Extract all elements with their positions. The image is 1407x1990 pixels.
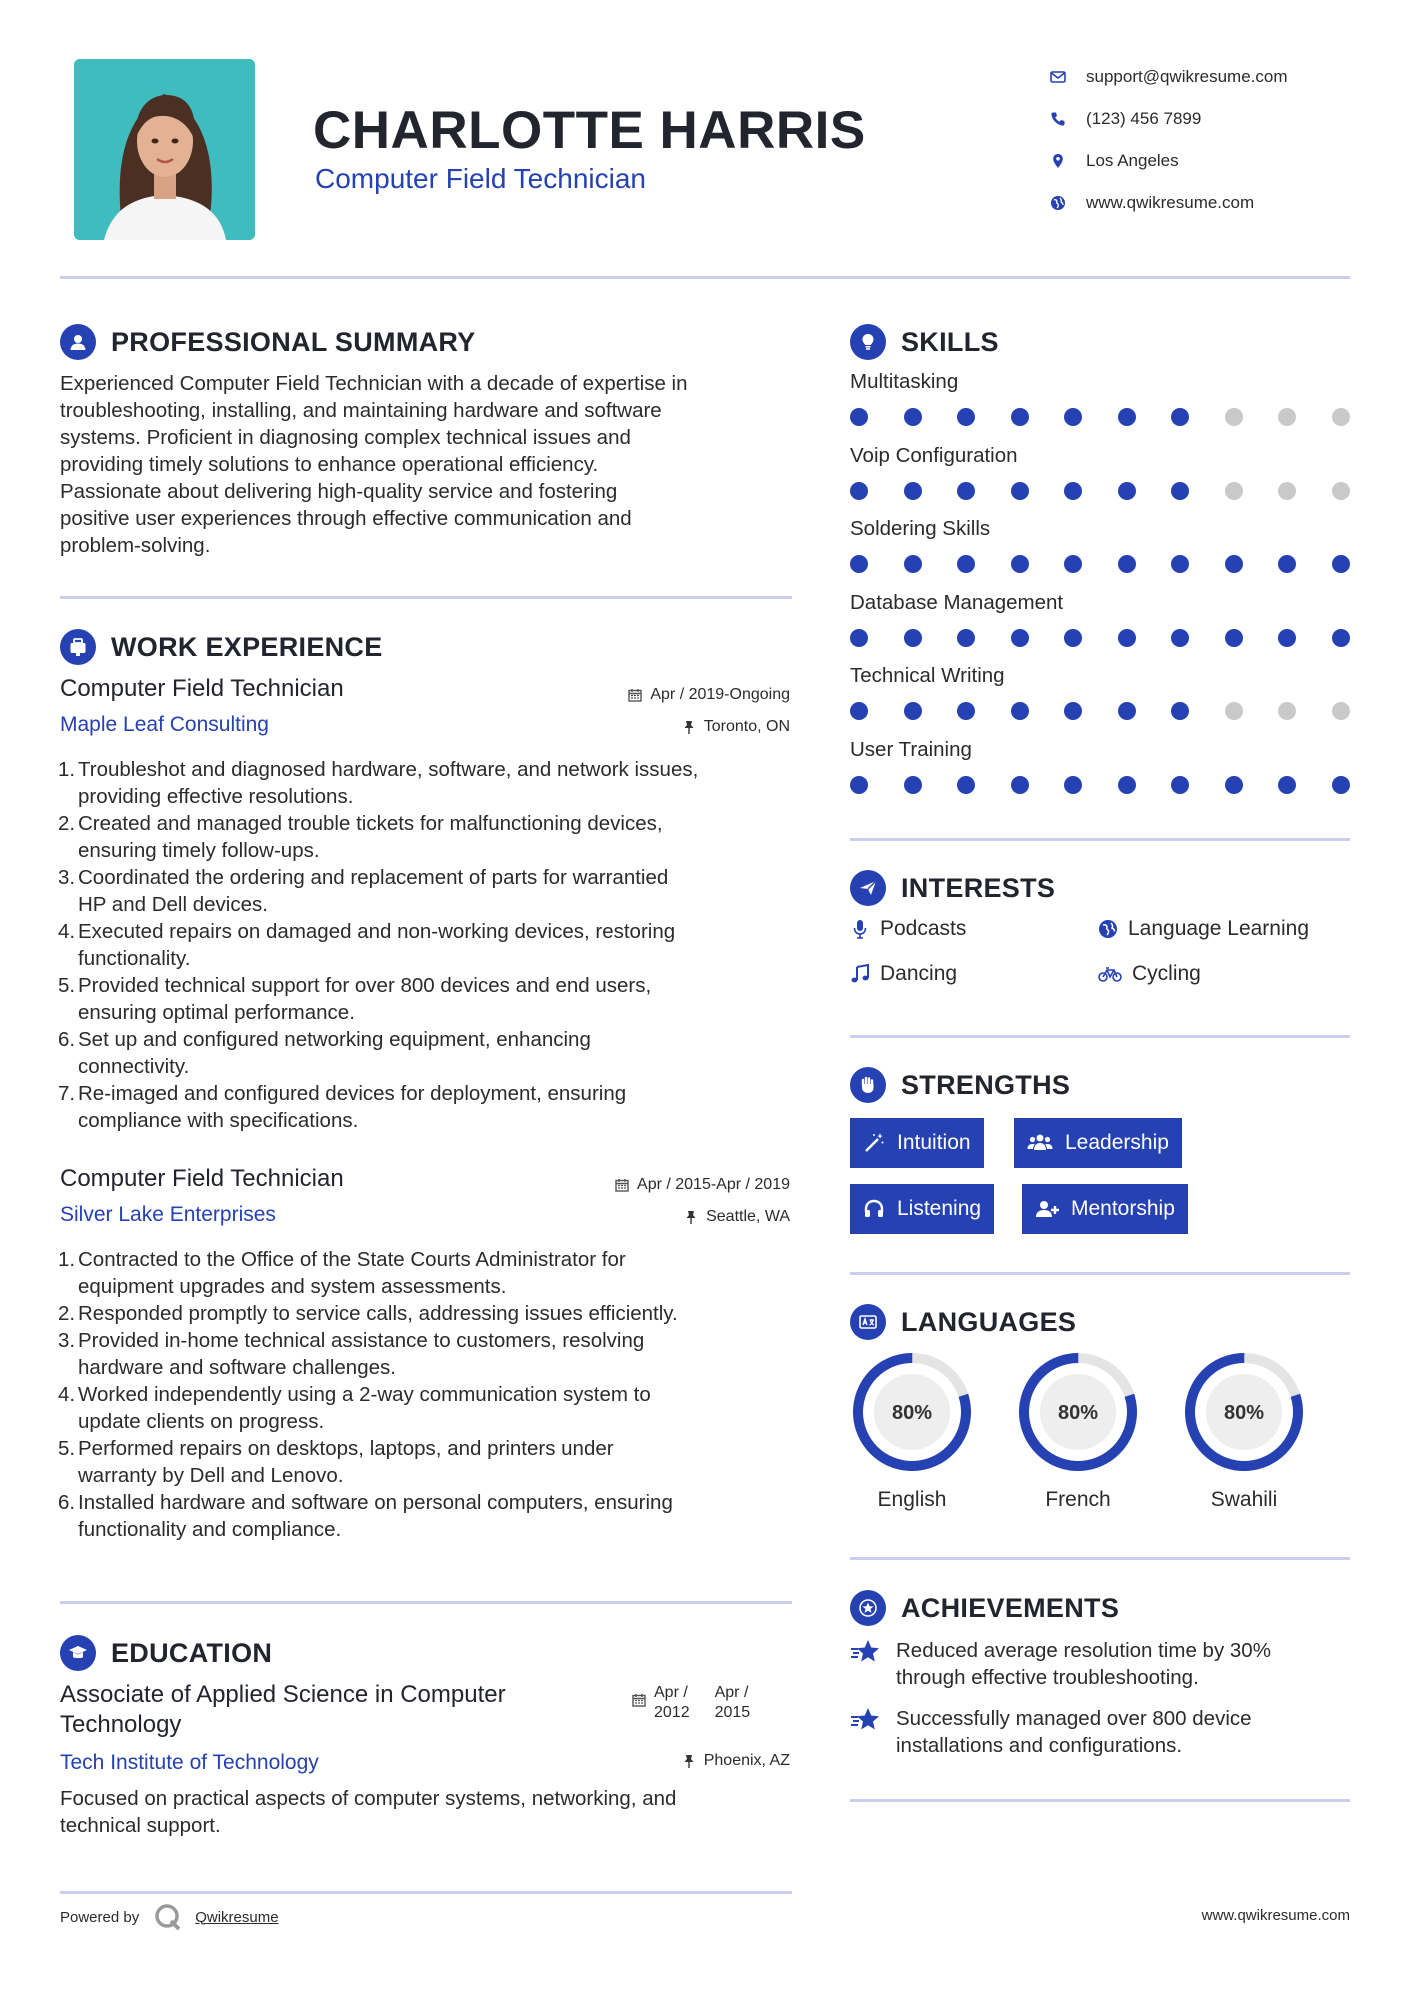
achievement-line: installations and configurations. <box>896 1734 1183 1757</box>
education-desc-line: Focused on practical aspects of computer systems, networking, and <box>60 1787 677 1810</box>
strengths-divider <box>850 1272 1350 1275</box>
summary-line: problem-solving. <box>60 534 211 557</box>
list-item <box>60 864 800 918</box>
footer-powered <box>60 1902 279 1932</box>
list-line: Installed hardware and software on personal computers, ensuring <box>78 1491 673 1514</box>
rating-dot-filled <box>1171 555 1189 573</box>
achievements-heading <box>850 1590 1119 1626</box>
job-2-title: Computer Field Technician <box>60 1165 344 1192</box>
list-line: Contracted to the Office of the State Courts Administrator for <box>78 1248 626 1271</box>
strength-chip <box>1022 1184 1188 1234</box>
strength-label: Intuition <box>897 1131 971 1154</box>
hand-icon <box>850 1067 886 1103</box>
strengths-heading <box>850 1067 1070 1103</box>
rating-dot-filled <box>1171 408 1189 426</box>
rating-dot-filled <box>957 776 975 794</box>
contact-location <box>1050 140 1288 182</box>
rating-dot-filled <box>1011 776 1029 794</box>
contact-website[interactable] <box>1050 182 1288 224</box>
rating-dot-filled <box>1011 408 1029 426</box>
rating-dot-filled <box>1118 629 1136 647</box>
achievement-item <box>850 1705 1330 1759</box>
envelope-icon <box>1050 69 1086 85</box>
summary-text <box>60 370 800 559</box>
interests-divider <box>850 1035 1350 1038</box>
contact-phone-text: (123) 456 7899 <box>1086 109 1202 128</box>
interest-label: Cycling <box>1132 962 1201 985</box>
paper-plane-icon <box>850 870 886 906</box>
rating-dot-empty <box>1332 482 1350 500</box>
list-line: Coordinated the ordering and replacement of parts for warrantied <box>78 866 669 889</box>
strength-label: Listening <box>897 1197 982 1220</box>
rating-dot-filled <box>1064 776 1082 794</box>
rating-dot-filled <box>1064 408 1082 426</box>
rating-dot-filled <box>850 555 868 573</box>
music-note-icon <box>850 964 870 984</box>
skill-name: Voip Configuration <box>850 443 1018 467</box>
list-line: compliance with specifications. <box>78 1109 359 1132</box>
list-line: functionality and compliance. <box>78 1518 342 1541</box>
experience-divider <box>60 1601 792 1604</box>
calendar-icon <box>615 1178 629 1192</box>
profile-portrait-image <box>74 59 255 240</box>
list-line: Provided in-home technical assistance to customers, resolving <box>78 1329 645 1352</box>
rating-dot-empty <box>1278 408 1296 426</box>
rating-dot-empty <box>1332 702 1350 720</box>
interest-label: Dancing <box>880 962 958 985</box>
education-end-year: 2015 <box>714 1704 751 1721</box>
interest-language-learning <box>1098 917 1309 941</box>
list-line: warranty by Dell and Lenovo. <box>78 1464 344 1487</box>
rating-dot-filled <box>1278 555 1296 573</box>
rating-dot-filled <box>1011 482 1029 500</box>
calendar-icon <box>628 688 642 702</box>
achievements-title: ACHIEVEMENTS <box>901 1592 1120 1623</box>
list-line: Troubleshot and diagnosed hardware, software, and network issues, <box>78 758 699 781</box>
achievement-text <box>896 1637 1271 1691</box>
rating-dot-filled <box>957 555 975 573</box>
skill-rating <box>850 408 1350 426</box>
bicycle-icon <box>1098 964 1122 984</box>
education-location <box>682 1752 790 1770</box>
list-item <box>60 972 800 1026</box>
rating-dot-empty <box>1278 482 1296 500</box>
rating-dot-filled <box>904 629 922 647</box>
contact-phone[interactable] <box>1050 98 1288 140</box>
contact-list <box>1050 56 1288 224</box>
list-number: 4. <box>58 920 76 943</box>
achievements-divider <box>850 1799 1350 1802</box>
award-icon <box>850 1590 886 1626</box>
microphone-icon <box>850 919 870 939</box>
education-start <box>654 1683 690 1723</box>
rating-dot-empty <box>1225 702 1243 720</box>
skill-item <box>850 370 1350 426</box>
list-item <box>60 1300 800 1327</box>
rating-dot-filled <box>1171 482 1189 500</box>
headphones-icon <box>863 1198 885 1220</box>
list-line: Provided technical support for over 800 devices and end users, <box>78 974 652 997</box>
list-item <box>60 1435 800 1489</box>
achievement-line: through effective troubleshooting. <box>896 1666 1199 1689</box>
degree-title <box>60 1680 620 1740</box>
rating-dot-empty <box>1225 408 1243 426</box>
education-desc-line: technical support. <box>60 1814 221 1837</box>
interest-cycling <box>1098 962 1201 986</box>
globe-icon <box>1098 919 1118 939</box>
skill-rating <box>850 555 1350 573</box>
profile-photo <box>74 59 255 240</box>
summary-divider <box>60 596 792 599</box>
contact-location-text: Los Angeles <box>1086 151 1179 170</box>
rating-dot-filled <box>1171 629 1189 647</box>
rating-dot-filled <box>957 482 975 500</box>
rating-dot-filled <box>1332 776 1350 794</box>
list-line: Performed repairs on desktops, laptops, and printers under <box>78 1437 614 1460</box>
summary-line: Passionate about delivering high-quality service and fostering <box>60 480 618 503</box>
footer-website-text: www.qwikresume.com <box>1201 1907 1350 1924</box>
list-line: equipment upgrades and system assessments. <box>78 1275 507 1298</box>
rating-dot-filled <box>1171 702 1189 720</box>
achievement-item <box>850 1637 1330 1691</box>
list-number: 1. <box>58 758 76 781</box>
list-number: 4. <box>58 1383 76 1406</box>
language-gauge <box>1016 1350 1140 1474</box>
rating-dot-filled <box>904 776 922 794</box>
rating-dot-filled <box>1118 408 1136 426</box>
skills-title: SKILLS <box>901 326 999 357</box>
list-number: 1. <box>58 1248 76 1271</box>
education-start-year: 2012 <box>654 1704 690 1721</box>
interests-title: INTERESTS <box>901 872 1056 903</box>
languages-title: LANGUAGES <box>901 1306 1077 1337</box>
rating-dot-filled <box>1064 482 1082 500</box>
globe-icon <box>1050 195 1086 211</box>
calendar-icon <box>632 1693 646 1707</box>
list-number: 7. <box>58 1082 76 1105</box>
list-item <box>60 810 800 864</box>
language-name: Swahili <box>1210 1488 1278 1511</box>
language-item <box>1182 1350 1306 1512</box>
rating-dot-filled <box>957 629 975 647</box>
list-item <box>60 1246 800 1300</box>
phone-icon <box>1050 111 1086 127</box>
users-icon <box>1027 1132 1053 1154</box>
list-line: ensuring optimal performance. <box>78 1001 355 1024</box>
education-title: EDUCATION <box>111 1637 273 1668</box>
list-item <box>60 1327 800 1381</box>
school-name: Tech Institute of Technology <box>60 1751 319 1774</box>
language-item <box>850 1350 974 1512</box>
job-1-title: Computer Field Technician <box>60 675 344 702</box>
list-item <box>60 1026 800 1080</box>
rating-dot-filled <box>1011 555 1029 573</box>
list-number: 5. <box>58 974 76 997</box>
skill-name: Soldering Skills <box>850 517 991 540</box>
summary-title: PROFESSIONAL SUMMARY <box>111 326 476 357</box>
language-name: French <box>1045 1488 1111 1511</box>
skill-rating <box>850 702 1350 720</box>
gauge-percent-label: 80% <box>1223 1402 1265 1424</box>
summary-line: Experienced Computer Field Technician with a decade of expertise in <box>60 372 688 395</box>
rating-dot-filled <box>1225 555 1243 573</box>
rating-dot-filled <box>904 702 922 720</box>
rating-dot-filled <box>1011 702 1029 720</box>
job-1-location-text: Toronto, ON <box>703 718 790 735</box>
strength-chip <box>1014 1118 1182 1168</box>
pushpin-icon <box>682 720 696 734</box>
experience-heading <box>60 629 383 665</box>
list-item <box>60 918 800 972</box>
skill-name: Technical Writing <box>850 664 1005 687</box>
list-line: Responded promptly to service calls, addressing issues efficiently. <box>78 1302 678 1325</box>
pushpin-icon <box>684 1210 698 1224</box>
rating-dot-filled <box>1332 629 1350 647</box>
strength-label: Mentorship <box>1071 1197 1175 1220</box>
languages-heading <box>850 1304 1076 1340</box>
experience-title: WORK EXPERIENCE <box>111 631 383 662</box>
briefcase-icon <box>60 629 96 665</box>
list-line: Created and managed trouble tickets for malfunctioning devices, <box>78 812 663 835</box>
rating-dot-filled <box>1118 702 1136 720</box>
skill-rating <box>850 776 1350 794</box>
language-icon <box>850 1304 886 1340</box>
lightbulb-icon <box>850 324 886 360</box>
skill-rating <box>850 482 1350 500</box>
header-divider <box>60 276 1350 279</box>
contact-website-text: www.qwikresume.com <box>1086 193 1255 212</box>
list-number: 6. <box>58 1028 76 1051</box>
list-line: Worked independently using a 2-way communication system to <box>78 1383 651 1406</box>
achievement-text <box>896 1705 1252 1759</box>
gauge-percent-label: 80% <box>891 1402 933 1424</box>
job-1-dates-text: Apr / 2019-Ongoing <box>650 686 790 703</box>
rating-dot-filled <box>850 702 868 720</box>
job-1-duties <box>60 756 800 1134</box>
list-line: providing effective resolutions. <box>78 785 354 808</box>
list-line: HP and Dell devices. <box>78 893 268 916</box>
strength-chip <box>850 1184 994 1234</box>
user-plus-icon <box>1035 1198 1059 1220</box>
rating-dot-filled <box>957 702 975 720</box>
skill-name: Multitasking <box>850 370 959 393</box>
job-2-location-text: Seattle, WA <box>706 1208 790 1225</box>
language-item <box>1016 1350 1140 1512</box>
degree-line: Associate of Applied Science in Computer <box>60 1681 506 1708</box>
rating-dot-empty <box>1332 408 1350 426</box>
job-2-dates <box>615 1176 790 1194</box>
strength-label: Leadership <box>1065 1131 1169 1154</box>
job-2-company: Silver Lake Enterprises <box>60 1203 276 1226</box>
qwikresume-link[interactable]: Qwikresume <box>195 1908 279 1926</box>
rating-dot-filled <box>904 482 922 500</box>
achievement-line: Reduced average resolution time by 30% <box>896 1639 1271 1662</box>
list-line: Set up and configured networking equipment, enhancing <box>78 1028 591 1051</box>
candidate-name: CHARLOTTE HARRIS <box>313 101 866 160</box>
list-line: connectivity. <box>78 1055 190 1078</box>
interest-dancing <box>850 962 957 986</box>
strength-chip <box>850 1118 984 1168</box>
skills-divider <box>850 838 1350 841</box>
language-gauge <box>850 1350 974 1474</box>
achievement-line: Successfully managed over 800 device <box>896 1707 1252 1730</box>
skill-item <box>850 444 1350 500</box>
education-start-month: Apr / <box>654 1684 688 1701</box>
summary-line: troubleshooting, installing, and maintaining hardware and software <box>60 399 662 422</box>
rating-dot-empty <box>1278 702 1296 720</box>
job-2-duties <box>60 1246 800 1543</box>
education-end-month: Apr / <box>714 1684 749 1701</box>
rating-dot-filled <box>1064 702 1082 720</box>
list-number: 5. <box>58 1437 76 1460</box>
job-2-dates-text: Apr / 2015-Apr / 2019 <box>637 1176 790 1193</box>
education-heading <box>60 1635 272 1671</box>
rating-dot-filled <box>1118 776 1136 794</box>
skill-item <box>850 738 1350 794</box>
list-number: 6. <box>58 1491 76 1514</box>
strengths-title: STRENGTHS <box>901 1069 1071 1100</box>
map-marker-icon <box>1050 153 1086 169</box>
rating-dot-filled <box>1225 629 1243 647</box>
list-line: ensuring timely follow-ups. <box>78 839 320 862</box>
education-description <box>60 1785 800 1839</box>
skill-rating <box>850 629 1350 647</box>
list-line: update clients on progress. <box>78 1410 325 1433</box>
education-location-text: Phoenix, AZ <box>703 1752 790 1769</box>
candidate-title: Computer Field Technician <box>315 163 646 194</box>
job-1-location <box>682 718 790 736</box>
list-number: 2. <box>58 1302 76 1325</box>
rating-dot-filled <box>1278 776 1296 794</box>
list-number: 2. <box>58 812 76 835</box>
skill-name: User Training <box>850 737 972 761</box>
interest-label: Podcasts <box>880 917 967 940</box>
rating-dot-empty <box>1225 482 1243 500</box>
contact-email[interactable] <box>1050 56 1288 98</box>
skill-name: Database Management <box>850 590 1064 614</box>
language-gauge <box>1182 1350 1306 1474</box>
list-number: 3. <box>58 1329 76 1352</box>
qwikresume-logo-icon <box>153 1902 183 1932</box>
interests-heading <box>850 870 1055 906</box>
user-icon <box>60 324 96 360</box>
rating-dot-filled <box>957 408 975 426</box>
magic-wand-icon <box>863 1132 885 1154</box>
contact-email-text: support@qwikresume.com <box>1086 67 1288 86</box>
job-1-dates <box>628 686 790 704</box>
rating-dot-filled <box>1278 629 1296 647</box>
rating-dot-filled <box>1332 555 1350 573</box>
list-number: 3. <box>58 866 76 889</box>
graduation-icon <box>60 1635 96 1671</box>
summary-heading <box>60 324 476 360</box>
skill-item <box>850 664 1350 720</box>
skill-item <box>850 517 1350 573</box>
skill-item <box>850 591 1350 647</box>
degree-line: Technology <box>60 1711 182 1738</box>
list-line: hardware and software challenges. <box>78 1356 396 1379</box>
gauge-percent-label: 80% <box>1057 1402 1099 1424</box>
rating-dot-filled <box>1011 629 1029 647</box>
rating-dot-filled <box>1118 482 1136 500</box>
list-line: functionality. <box>78 947 191 970</box>
rating-dot-filled <box>1225 776 1243 794</box>
list-item <box>60 756 800 810</box>
interest-podcasts <box>850 917 966 941</box>
job-2-location <box>684 1208 790 1226</box>
summary-line: positive user experiences through effective communication and <box>60 507 632 530</box>
rating-dot-filled <box>1064 629 1082 647</box>
rating-dot-filled <box>1171 776 1189 794</box>
summary-line: systems. Proficient in diagnosing complex technical issues and <box>60 426 631 449</box>
languages-divider <box>850 1557 1350 1560</box>
rating-dot-filled <box>1064 555 1082 573</box>
star-icon <box>850 1638 882 1666</box>
education-end <box>715 1683 751 1723</box>
list-line: Re-imaged and configured devices for deployment, ensuring <box>78 1082 627 1105</box>
rating-dot-filled <box>850 629 868 647</box>
rating-dot-filled <box>850 776 868 794</box>
powered-by-text: Powered by <box>60 1908 140 1926</box>
list-item <box>60 1381 800 1435</box>
interest-label: Language Learning <box>1128 917 1310 940</box>
pushpin-icon <box>682 1754 696 1768</box>
list-item <box>60 1489 800 1543</box>
rating-dot-filled <box>850 408 868 426</box>
list-line: Executed repairs on damaged and non-working devices, restoring <box>78 920 676 943</box>
education-dates <box>632 1683 750 1723</box>
summary-line: providing timely solutions to enhance operational efficiency. <box>60 453 599 476</box>
job-1-company: Maple Leaf Consulting <box>60 713 269 736</box>
rating-dot-filled <box>1118 555 1136 573</box>
rating-dot-filled <box>850 482 868 500</box>
list-item <box>60 1080 800 1134</box>
star-icon <box>850 1706 882 1734</box>
skills-heading <box>850 324 999 360</box>
language-name: English <box>877 1488 947 1511</box>
rating-dot-filled <box>904 555 922 573</box>
rating-dot-filled <box>904 408 922 426</box>
education-divider <box>60 1891 792 1894</box>
footer-website[interactable] <box>1202 1907 1350 1924</box>
